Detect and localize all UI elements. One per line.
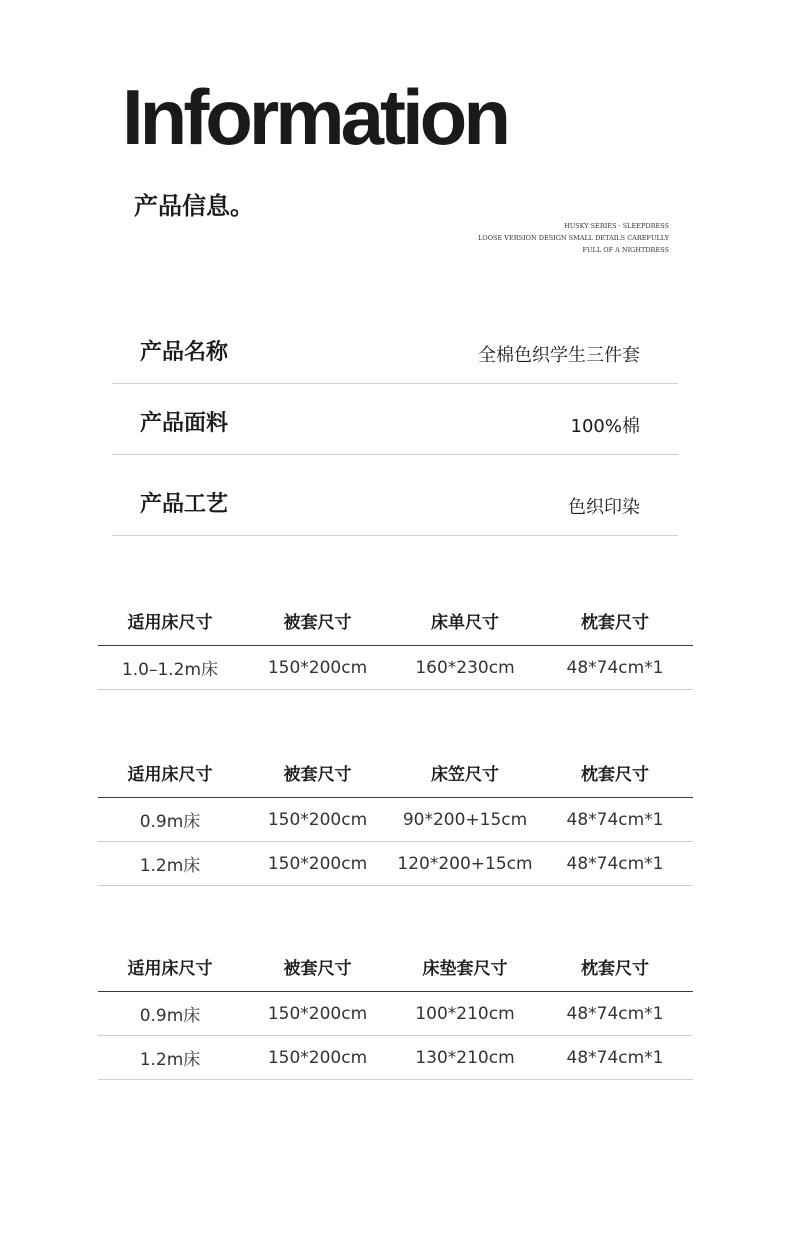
table-cell: 150*200cm: [242, 646, 393, 690]
table-header-row: [98, 941, 693, 992]
tagline-line-3: FULL OF A NIGHTDRESS: [582, 246, 669, 254]
size-table-fitted-sheet: [98, 747, 693, 886]
table-cell: 1.0–1.2m床: [98, 646, 242, 690]
tagline-line-2: LOOSE VERSION DESIGN SMALL DETAILS CAREFULLY: [478, 234, 669, 242]
table-cell: 130*210cm: [393, 1036, 537, 1080]
info-value: 全棉色织学生三件套: [478, 345, 640, 366]
table-header-row: [98, 595, 693, 646]
table-row: [98, 798, 693, 842]
size-table-mattress-cover: [98, 941, 693, 1080]
table-cell: 1.2m床: [98, 842, 242, 886]
column-header: 适用床尺寸: [98, 595, 242, 646]
table-cell: 100*210cm: [393, 992, 537, 1036]
info-row-fabric: [112, 384, 678, 455]
table-row: [98, 992, 693, 1036]
table-cell: 48*74cm*1: [537, 992, 693, 1036]
info-label: 产品面料: [140, 411, 229, 436]
info-row-product-name: [112, 313, 678, 384]
info-value: 100%棉: [570, 416, 640, 437]
table-cell: 150*200cm: [242, 1036, 393, 1080]
table-cell: 160*230cm: [393, 646, 537, 690]
table-cell: 150*200cm: [242, 992, 393, 1036]
size-table-flat-sheet: [98, 595, 693, 690]
page-subtitle: 产品信息。: [134, 192, 254, 220]
table-cell: 0.9m床: [98, 992, 242, 1036]
column-header: 枕套尺寸: [537, 747, 693, 798]
table-cell: 48*74cm*1: [537, 842, 693, 886]
column-header: 床单尺寸: [393, 595, 537, 646]
column-header: 被套尺寸: [242, 747, 393, 798]
info-row-craft: [112, 455, 678, 536]
table-row: [98, 842, 693, 886]
table-cell: 48*74cm*1: [537, 646, 693, 690]
info-label: 产品工艺: [140, 492, 229, 517]
product-info-table: [112, 313, 678, 536]
info-label: 产品名称: [140, 340, 229, 365]
column-header: 适用床尺寸: [98, 747, 242, 798]
table-row: [98, 1036, 693, 1080]
column-header: 被套尺寸: [242, 595, 393, 646]
table-cell: 120*200+15cm: [393, 842, 537, 886]
table-header-row: [98, 747, 693, 798]
table-cell: 150*200cm: [242, 842, 393, 886]
tagline-line-1: HUSKY SERIES · SLEEPDRESS: [564, 222, 669, 230]
table-row: [98, 646, 693, 690]
column-header: 枕套尺寸: [537, 595, 693, 646]
column-header: 适用床尺寸: [98, 941, 242, 992]
column-header: 枕套尺寸: [537, 941, 693, 992]
table-cell: 90*200+15cm: [393, 798, 537, 842]
page-title: Information: [122, 73, 507, 161]
info-value: 色织印染: [568, 497, 640, 518]
column-header: 被套尺寸: [242, 941, 393, 992]
table-cell: 48*74cm*1: [537, 798, 693, 842]
series-tagline: [369, 220, 669, 256]
table-cell: 150*200cm: [242, 798, 393, 842]
column-header: 床笠尺寸: [393, 747, 537, 798]
table-cell: 0.9m床: [98, 798, 242, 842]
column-header: 床垫套尺寸: [393, 941, 537, 992]
table-cell: 1.2m床: [98, 1036, 242, 1080]
table-cell: 48*74cm*1: [537, 1036, 693, 1080]
